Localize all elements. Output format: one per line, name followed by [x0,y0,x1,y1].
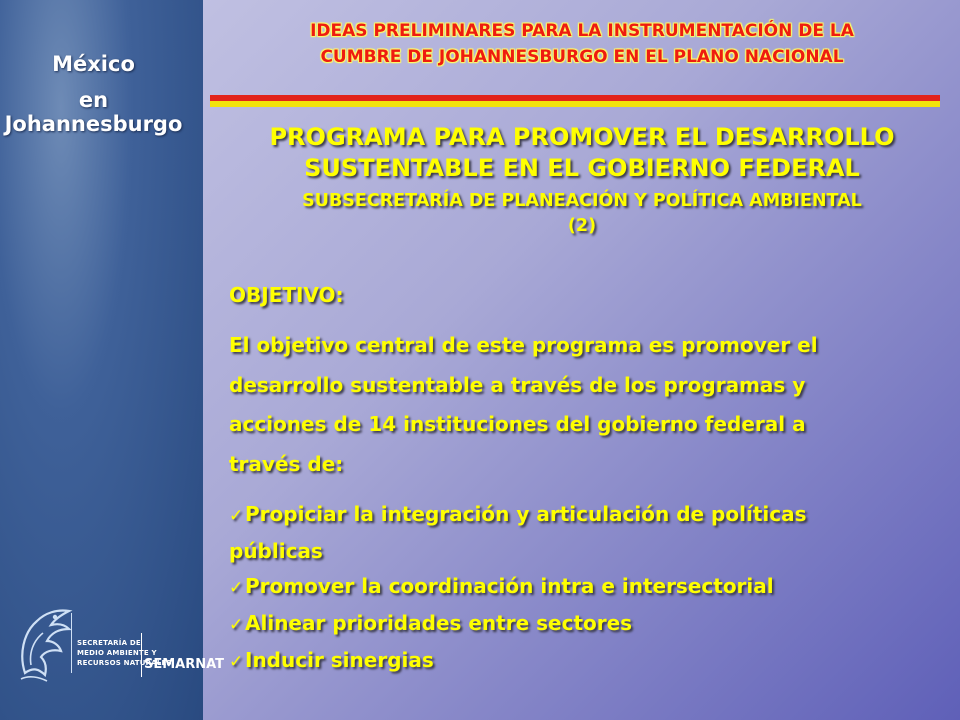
header-title [218,18,946,70]
program-subtitle [218,189,946,239]
semarnat-logo [15,595,225,690]
eagle-emblem-icon [15,595,73,685]
checkmark-icon: ✓ [229,615,244,635]
program-title [218,122,946,184]
checkmark-icon: ✓ [229,578,244,598]
checkmark-icon: ✓ [229,506,244,526]
brand-title-line2: en Johannesburgo [4,88,183,136]
logo-brand-text: SEMARNAT [144,657,225,672]
objective-body-line4: través de: [229,451,344,476]
bullet-list [229,497,939,680]
logo-brand-divider [141,633,142,677]
program-subtitle-line2: (2) [567,216,597,236]
header-line1: IDEAS PRELIMINARES PARA LA INSTRUMENTACIÓN DE LA [310,21,854,41]
logo-caption-line2: MEDIO AMBIENTE Y [77,649,157,657]
logo-caption-line3: RECURSOS NATURALES [77,659,172,667]
checkmark-icon: ✓ [229,652,244,672]
bullet-item-1-cont [229,534,939,569]
sidebar [0,0,225,720]
bullet-item-2-text: Promover la coordinación intra e intersectorial [245,574,774,598]
bullet-item-1-line2: públicas [229,539,323,563]
header-stripe-yellow [210,101,940,107]
logo-caption-line1: SECRETARÍA DE [77,639,141,647]
program-title-line1: PROGRAMA PARA PROMOVER EL DESARROLLO [269,123,895,151]
program-subtitle-line1: SUBSECRETARÍA DE PLANEACIÓN Y POLÍTICA AMBIENTAL [302,191,862,211]
objective-body-line3: acciones de 14 instituciones del gobierno federal a [229,412,806,436]
objective-body-line2: desarrollo sustentable a través de los programas y [229,372,806,397]
objective-body [229,326,939,484]
bullet-item-4-text: Inducir sinergias [245,648,434,672]
brand-title-line1: México [52,52,135,76]
bullet-item-3 [229,606,939,643]
objective-body-line1: El objetivo central de este programa es promover el [229,333,818,357]
bullet-item-4 [229,643,939,680]
bullet-item-3-text: Alinear prioridades entre sectores [245,611,633,635]
header-line2: CUMBRE DE JOHANNESBURGO EN EL PLANO NACIONAL [320,47,844,67]
bullet-item-1 [229,497,939,534]
program-title-line2: SUSTENTABLE EN EL GOBIERNO FEDERAL [304,154,860,182]
bullet-item-2 [229,569,939,606]
bullet-item-1-line1: Propiciar la integración y articulación de políticas [245,502,807,526]
objective-label: OBJETIVO: [229,283,344,307]
